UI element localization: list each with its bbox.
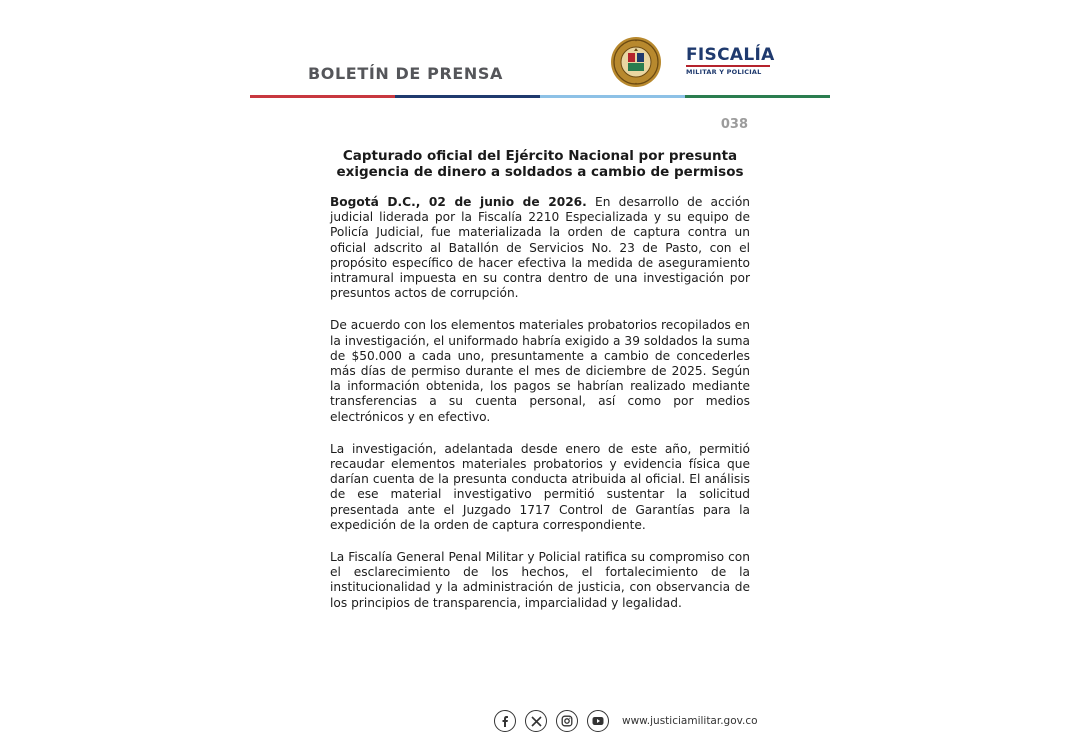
youtube-icon[interactable]: [587, 710, 609, 732]
rule-segment-red: [250, 95, 395, 98]
header-title: BOLETÍN DE PRENSA: [308, 64, 504, 83]
dateline: Bogotá D.C., 02 de junio de 2026.: [330, 195, 587, 209]
paragraph-2: De acuerdo con los elementos materiales probatorios recopilados en la investigación, el uniformado habría exigido a 39 soldados la suma de $50.000 a cada uno, presuntamente a cambio de concederles más días de permiso durante el mes de diciembre de 2025. Según la información obtenida, los pagos se habrían realizado mediante transferencias a su cuenta personal, así como por medios electrónicos y en efectivo.: [330, 318, 750, 424]
paragraph-4: La Fiscalía General Penal Militar y Policial ratifica su compromiso con el esclarecimiento de los hechos, el fortalecimiento de la institucionalidad y la administración de justicia, con observancia de los principios de transparencia, imparcialidad y legalidad.: [330, 550, 750, 610]
paragraph-1-text: En desarrollo de acción judicial liderada por la Fiscalía 2210 Especializada y su equipo de Policía Judicial, fue materializada la orden de captura contra un oficial adscrito al Batallón de Servicios No. 23 de Pasto, con el propósito específico de hacer efectiva la medida de aseguramiento intramural impuesta en su contra dentro de una investigación por presuntos actos de corrupción.: [330, 195, 750, 301]
facebook-icon[interactable]: [494, 710, 516, 732]
x-icon[interactable]: [525, 710, 547, 732]
header-rule: [250, 95, 830, 98]
brand-logo: [686, 45, 775, 76]
headline: Capturado oficial del Ejército Nacional por presunta exigencia de dinero a soldados a cambio de permisos: [336, 148, 744, 180]
paragraph-1: [330, 195, 750, 301]
brand-subtitle: MILITAR Y POLICIAL: [686, 65, 770, 76]
rule-segment-green: [685, 95, 830, 98]
brand-name: FISCALÍA: [686, 45, 775, 65]
article-body: [330, 195, 750, 628]
rule-segment-navy: [395, 95, 540, 98]
paragraph-3: La investigación, adelantada desde enero de este año, permitió recaudar elementos materiales probatorios y evidencia física que darían cuenta de la presunta conducta atribuida al oficial. El análisis de ese material investigativo permitió sustentar la solicitud presentada ante el Juzgado 1717 Control de Garantías para la expedición de la orden de captura correspondiente.: [330, 441, 750, 532]
bulletin-number: 038: [720, 117, 748, 132]
website-link[interactable]: www.justiciamilitar.gov.co: [622, 715, 758, 727]
rule-segment-lightblue: [540, 95, 685, 98]
institutional-seal-icon: [610, 36, 662, 88]
instagram-icon[interactable]: [556, 710, 578, 732]
footer: [494, 708, 758, 734]
